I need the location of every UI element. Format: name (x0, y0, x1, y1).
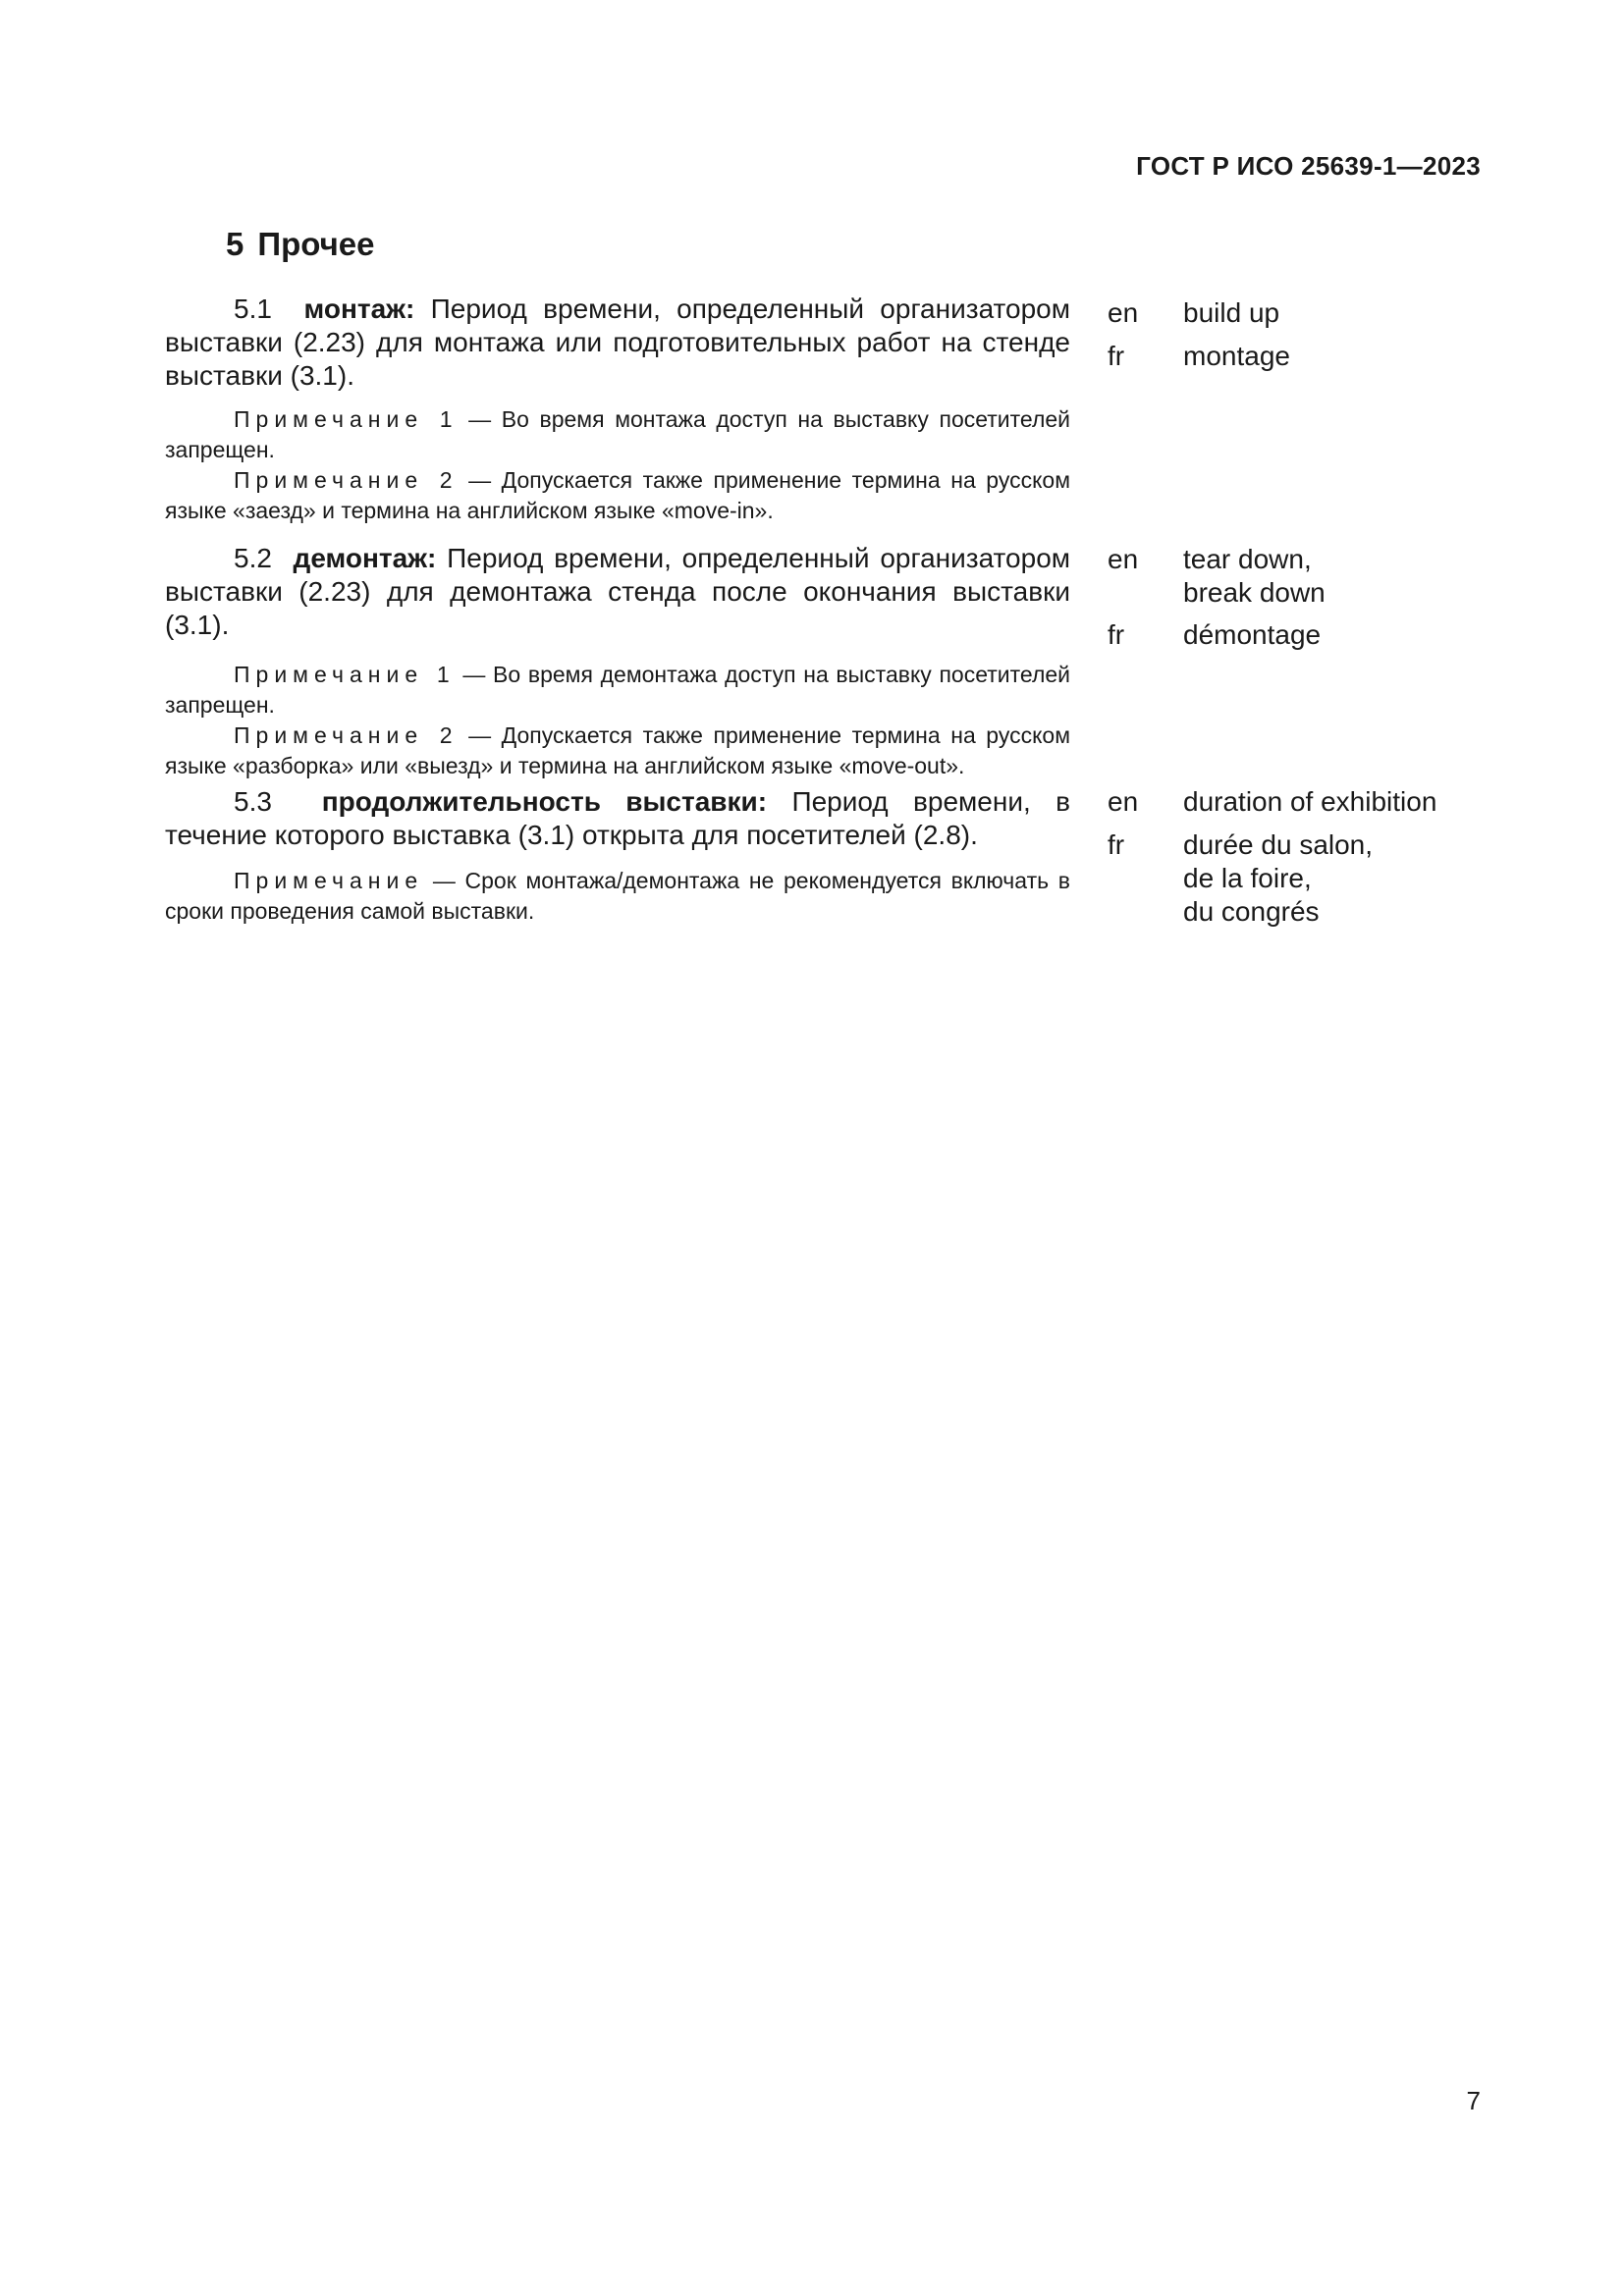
definition (165, 293, 1070, 393)
section-title: Прочее (257, 226, 375, 262)
note-label: Примечание (234, 868, 424, 893)
note-label: Примечание 1 (234, 406, 459, 432)
definition-text: Период времени, определенный организатором выставки (2.23) для монтажа или подготовительных работ на стенде выставки (3.1). (165, 294, 1070, 391)
equivalent-line: build up (1183, 297, 1280, 328)
lang-code-fr: fr (1108, 829, 1125, 860)
lang-code-fr: fr (1108, 341, 1125, 371)
english-equivalent (1183, 296, 1279, 330)
entry-number: 5.1 (234, 294, 272, 324)
lang-code-en: en (1108, 297, 1139, 328)
french-equivalent (1183, 828, 1373, 929)
french-equivalent (1183, 340, 1290, 373)
note (165, 721, 1070, 781)
note (165, 660, 1070, 721)
entry-number: 5.2 (234, 543, 272, 573)
note-text: — Во время монтажа доступ на выставку посетителей запрещен. (165, 406, 1071, 462)
equivalent-line: démontage (1183, 619, 1322, 650)
equivalent-line: de la foire, (1183, 863, 1312, 893)
term: продолжительность выставки: (321, 786, 768, 817)
definition-text: Период времени, определенный организатором выставки (2.23) для демонтажа стенда после окончания выставки (3.1). (165, 543, 1071, 640)
term: монтаж: (303, 294, 415, 324)
section-heading (226, 226, 374, 263)
english-equivalent (1183, 543, 1326, 610)
entry-number: 5.3 (234, 786, 272, 817)
lang-code-en: en (1108, 544, 1139, 574)
lang-code-en: en (1108, 786, 1139, 817)
equivalent-line: break down (1183, 577, 1326, 608)
lang-code-fr: fr (1108, 619, 1125, 650)
note (165, 866, 1070, 927)
equivalent-line: du congrés (1183, 896, 1320, 927)
entry-5-2 (165, 542, 1070, 781)
note-label: Примечание 2 (234, 467, 459, 493)
definition (165, 542, 1070, 642)
note-text: — Во время демонтажа доступ на выставку посетителей запрещен. (165, 662, 1071, 718)
note-text: — Допускается также применение термина на русском языке «заезд» и термина на английском языке «move-in». (165, 467, 1071, 523)
equivalent-line: duration of exhibition (1183, 786, 1437, 817)
entry-5-1 (165, 293, 1070, 526)
note (165, 404, 1070, 465)
equivalent-line: montage (1183, 341, 1290, 371)
english-equivalent (1183, 785, 1436, 819)
note-label: Примечание 1 (234, 662, 456, 687)
note (165, 465, 1070, 526)
note-text: — Срок монтажа/демонтажа не рекомендуется включать в сроки проведения самой выставки. (165, 868, 1070, 924)
term: демонтаж: (293, 543, 437, 573)
note-text: — Допускается также применение термина на русском языке «разборка» или «выезд» и термина на английском языке «move-out». (165, 722, 1071, 778)
french-equivalent (1183, 618, 1321, 652)
definition (165, 785, 1070, 852)
page-number: 7 (1466, 2086, 1481, 2115)
section-number: 5 (226, 226, 244, 262)
equivalent-line: durée du salon, (1183, 829, 1374, 860)
document-code: ГОСТ Р ИСО 25639-1—2023 (1136, 151, 1481, 181)
entry-5-3 (165, 785, 1070, 927)
equivalent-line: tear down, (1183, 544, 1312, 574)
definition-text: Период времени, в течение которого выставка (3.1) открыта для посетителей (2.8). (165, 786, 1070, 850)
note-label: Примечание 2 (234, 722, 459, 748)
